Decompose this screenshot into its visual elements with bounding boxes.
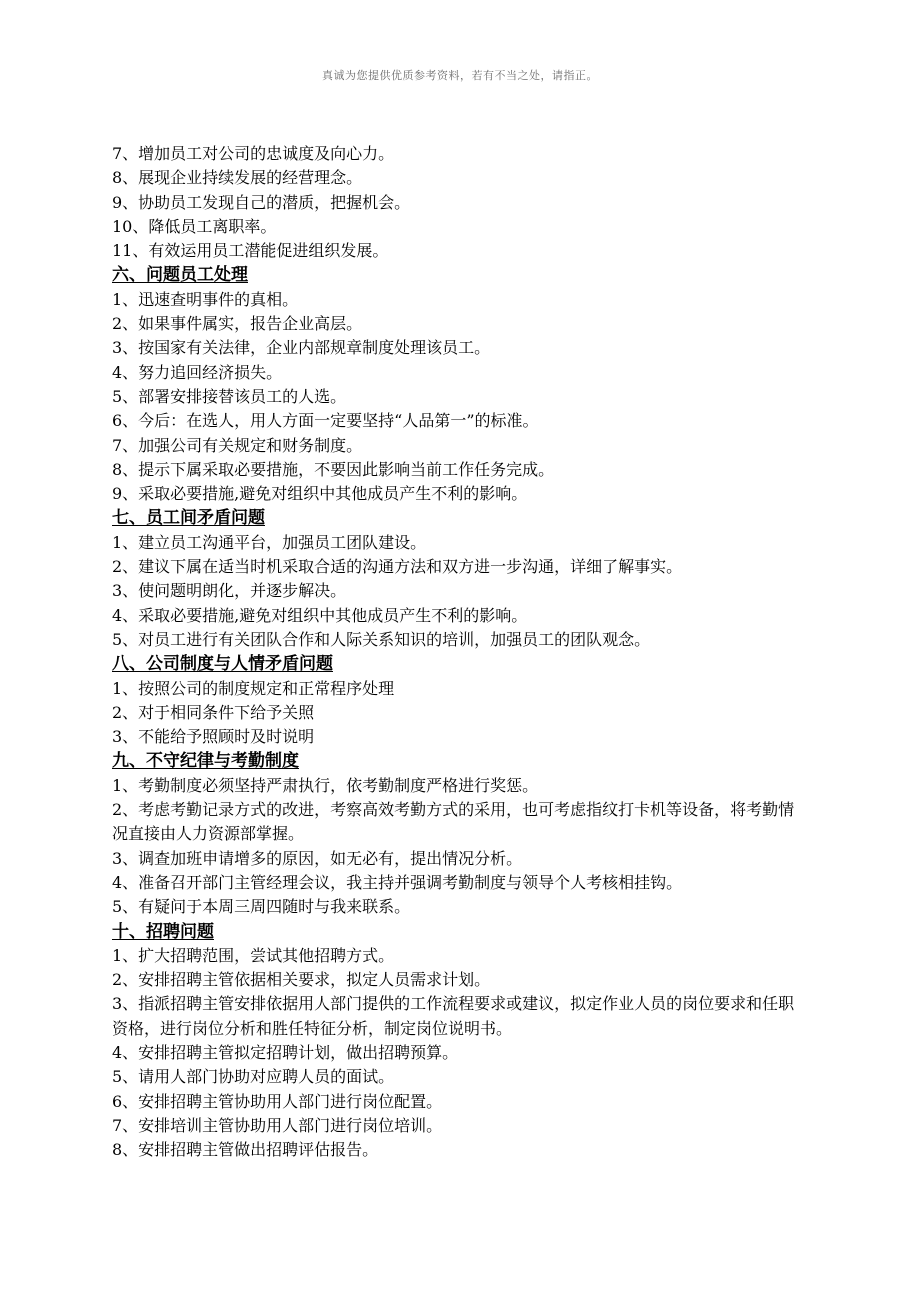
list-item: 1、迅速查明事件的真相。 [112, 289, 299, 309]
list-item: 3、不能给予照顾时及时说明 [112, 727, 315, 747]
list-item: 1、考勤制度必须坚持严肃执行，依考勤制度严格进行奖惩。 [112, 775, 539, 795]
section-heading: 九、不守纪律与考勤制度 [112, 751, 299, 772]
list-item: 3、按国家有关法律，企业内部规章制度处理该员工。 [112, 338, 491, 358]
list-item: 7、增加员工对公司的忠诚度及向心力。 [112, 144, 395, 163]
section-heading: 十、招聘问题 [112, 921, 214, 942]
list-item: 3、指派招聘主管安排依据用人部门提供的工作流程要求或建议，拟定作业人员的岗位要求和任职资格，进行岗位分析和胜任特征分析，制定岗位说明书。 [112, 994, 795, 1038]
section-employee-conflict [112, 506, 802, 652]
list-item: 10、降低员工离职率。 [112, 216, 277, 236]
list-item: 4、采取必要措施,避免对组织中其他成员产生不利的影响。 [112, 605, 528, 625]
list-item: 9、采取必要措施,避免对组织中其他成员产生不利的影响。 [112, 484, 528, 504]
list-item: 8、安排招聘主管做出招聘评估报告。 [112, 1140, 379, 1160]
list-item: 1、扩大招聘范围，尝试其他招聘方式。 [112, 945, 395, 965]
list-item: 4、努力追回经济损失。 [112, 362, 283, 382]
section-policy-vs-relations [112, 652, 802, 749]
list-item: 2、建议下属在适当时机采取合适的沟通方法和双方进一步沟通，详细了解事实。 [112, 557, 683, 577]
list-item: 6、安排招聘主管协助用人部门进行岗位配置。 [112, 1091, 443, 1111]
section-discipline-attendance [112, 749, 802, 919]
list-item: 1、按照公司的制度规定和正常程序处理 [112, 678, 395, 698]
list-item: 4、安排招聘主管拟定招聘计划，做出招聘预算。 [112, 1042, 459, 1062]
intro-list [112, 142, 802, 263]
section-problem-employee [112, 263, 802, 506]
list-item: 8、展现企业持续发展的经营理念。 [112, 168, 363, 188]
list-item: 4、准备召开部门主管经理会议，我主持并强调考勤制度与领导个人考核相挂钩。 [112, 872, 683, 892]
list-item: 2、对于相同条件下给予关照 [112, 702, 315, 722]
list-item: 1、建立员工沟通平台，加强员工团队建设。 [112, 532, 427, 552]
list-item: 2、如果事件属实，报告企业高层。 [112, 314, 363, 334]
document-body [112, 142, 802, 1162]
section-heading: 八、公司制度与人情矛盾问题 [112, 654, 333, 675]
list-item: 2、安排招聘主管依据相关要求，拟定人员需求计划。 [112, 970, 491, 990]
list-item: 5、有疑问于本周三周四随时与我来联系。 [112, 897, 411, 917]
list-item: 9、协助员工发现自己的潜质，把握机会。 [112, 192, 411, 212]
list-item: 7、安排培训主管协助用人部门进行岗位培训。 [112, 1115, 443, 1135]
section-heading: 七、员工间矛盾问题 [112, 508, 265, 529]
section-heading: 六、问题员工处理 [112, 265, 248, 286]
list-item: 5、对员工进行有关团队合作和人际关系知识的培训，加强员工的团队观念。 [112, 629, 651, 649]
list-item: 7、加强公司有关规定和财务制度。 [112, 435, 363, 455]
list-item: 3、调查加班申请增多的原因，如无必有，提出情况分析。 [112, 848, 523, 868]
list-item: 2、考虑考勤记录方式的改进，考察高效考勤方式的采用，也可考虑指纹打卡机等设备，将考勤情况直接由人力资源部掌握。 [112, 800, 795, 844]
list-item: 5、请用人部门协助对应聘人员的面试。 [112, 1067, 395, 1087]
section-recruitment [112, 920, 802, 1163]
list-item: 6、今后：在选人，用人方面一定要坚持“人品第一”的标准。 [112, 411, 539, 431]
list-item: 8、提示下属采取必要措施，不要因此影响当前工作任务完成。 [112, 459, 555, 479]
list-item: 3、使问题明朗化，并逐步解决。 [112, 581, 347, 601]
header-note: 真诚为您提供优质参考资料，若有不当之处，请指正。 [322, 69, 598, 82]
list-item: 5、部署安排接替该员工的人选。 [112, 386, 347, 406]
list-item: 11、有效运用员工潜能促进组织发展。 [112, 241, 389, 261]
